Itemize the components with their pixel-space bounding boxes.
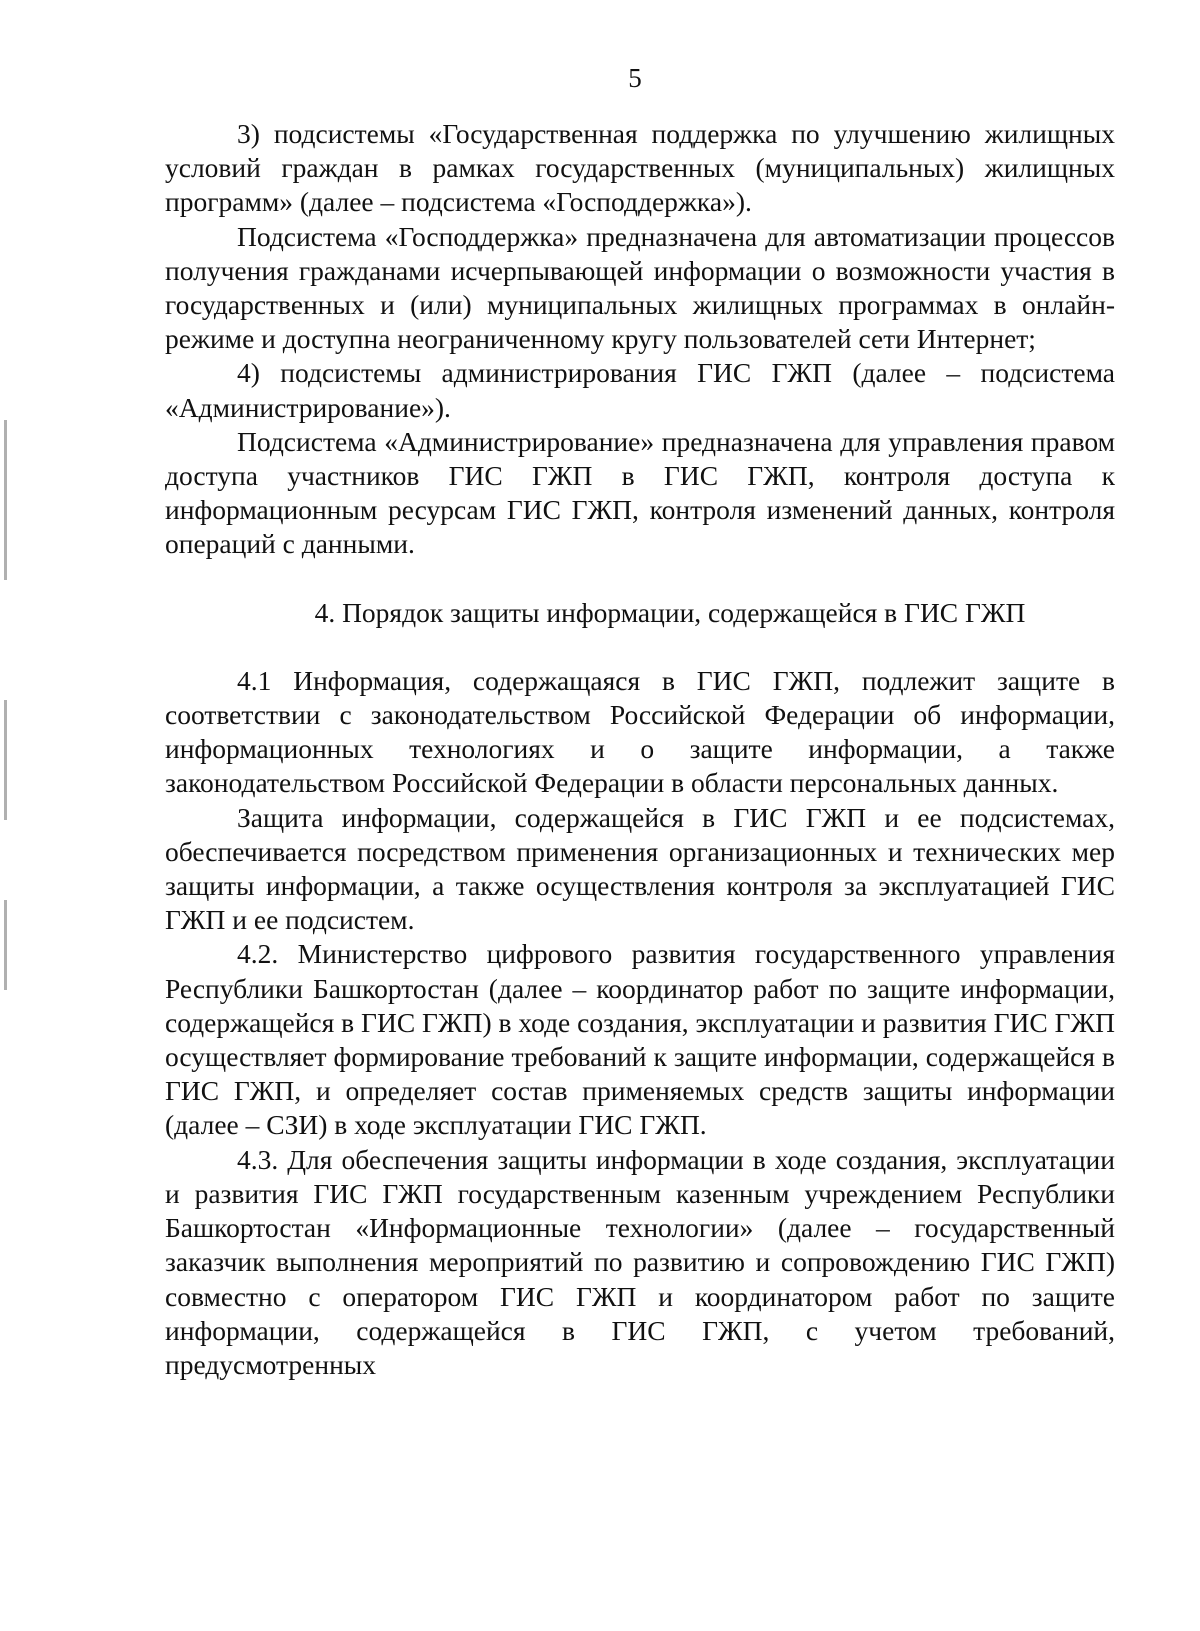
paragraph: Подсистема «Господдержка» предназначена для автоматизации процессов получения гражданами исчерпывающей информации о возможности участия в государственных и (или) муниципальных жилищных программах в онлайн-режиме и доступна неограниченному кругу пользователей сети Интернет; [165, 220, 1115, 355]
paragraph: 4.2. Министерство цифрового развития государственного управления Республики Башкортостан (далее – координатор работ по защите информации, содержащейся в ГИС ГЖП) в ходе создания, эксплуатации и развития ГИС ГЖП осуществляет формирование требований к защите информации, содержащейся в ГИС ГЖП, и определяет состав применяемых средств защиты информации (далее – СЗИ) в ходе эксплуатации ГИС ГЖП. [165, 938, 1115, 1141]
scan-edge-mark [4, 900, 7, 990]
page-number: 5 [628, 63, 642, 93]
document-body [165, 117, 1115, 1382]
section-heading: 4. Порядок защиты информации, содержащейся в ГИС ГЖП [314, 596, 1026, 628]
paragraph: Подсистема «Администрирование» предназначена для управления правом доступа участников ГИС ГЖП в ГИС ГЖП, контроля доступа к информационным ресурсам ГИС ГЖП, контроля изменений данных, контроля операций с данными. [165, 425, 1115, 560]
paragraph: Защита информации, содержащейся в ГИС ГЖП и ее подсистемах, обеспечивается посредством применения организационных и технических мер защиты информации, а также осуществления контроля за эксплуатацией ГИС ГЖП и ее подсистем. [165, 801, 1115, 936]
scan-edge-mark [4, 420, 7, 580]
paragraph: 3) подсистемы «Государственная поддержка по улучшению жилищных условий граждан в рамках государственных (муниципальных) жилищных программ» (далее – подсистема «Господдержка»). [165, 118, 1115, 218]
paragraph: 4.1 Информация, содержащаяся в ГИС ГЖП, подлежит защите в соответствии с законодательством Российской Федерации об информации, информационных технологиях и о защите информации, а также законодательством Российской Федерации в области персональных данных. [165, 664, 1115, 799]
scan-edge-mark [4, 700, 7, 820]
paragraph: 4) подсистемы администрирования ГИС ГЖП (далее – подсистема «Администрирование»). [165, 357, 1115, 423]
paragraph: 4.3. Для обеспечения защиты информации в ходе создания, эксплуатации и развития ГИС ГЖП государственным казенным учреждением Республики Башкортостан «Информационные технологии» (далее – государственный заказчик выполнения мероприятий по развитию и сопровождению ГИС ГЖП) совместно с оператором ГИС ГЖП и координатором работ по защите информации, содержащейся в ГИС ГЖП, с учетом требований, предусмотренных [165, 1143, 1115, 1380]
